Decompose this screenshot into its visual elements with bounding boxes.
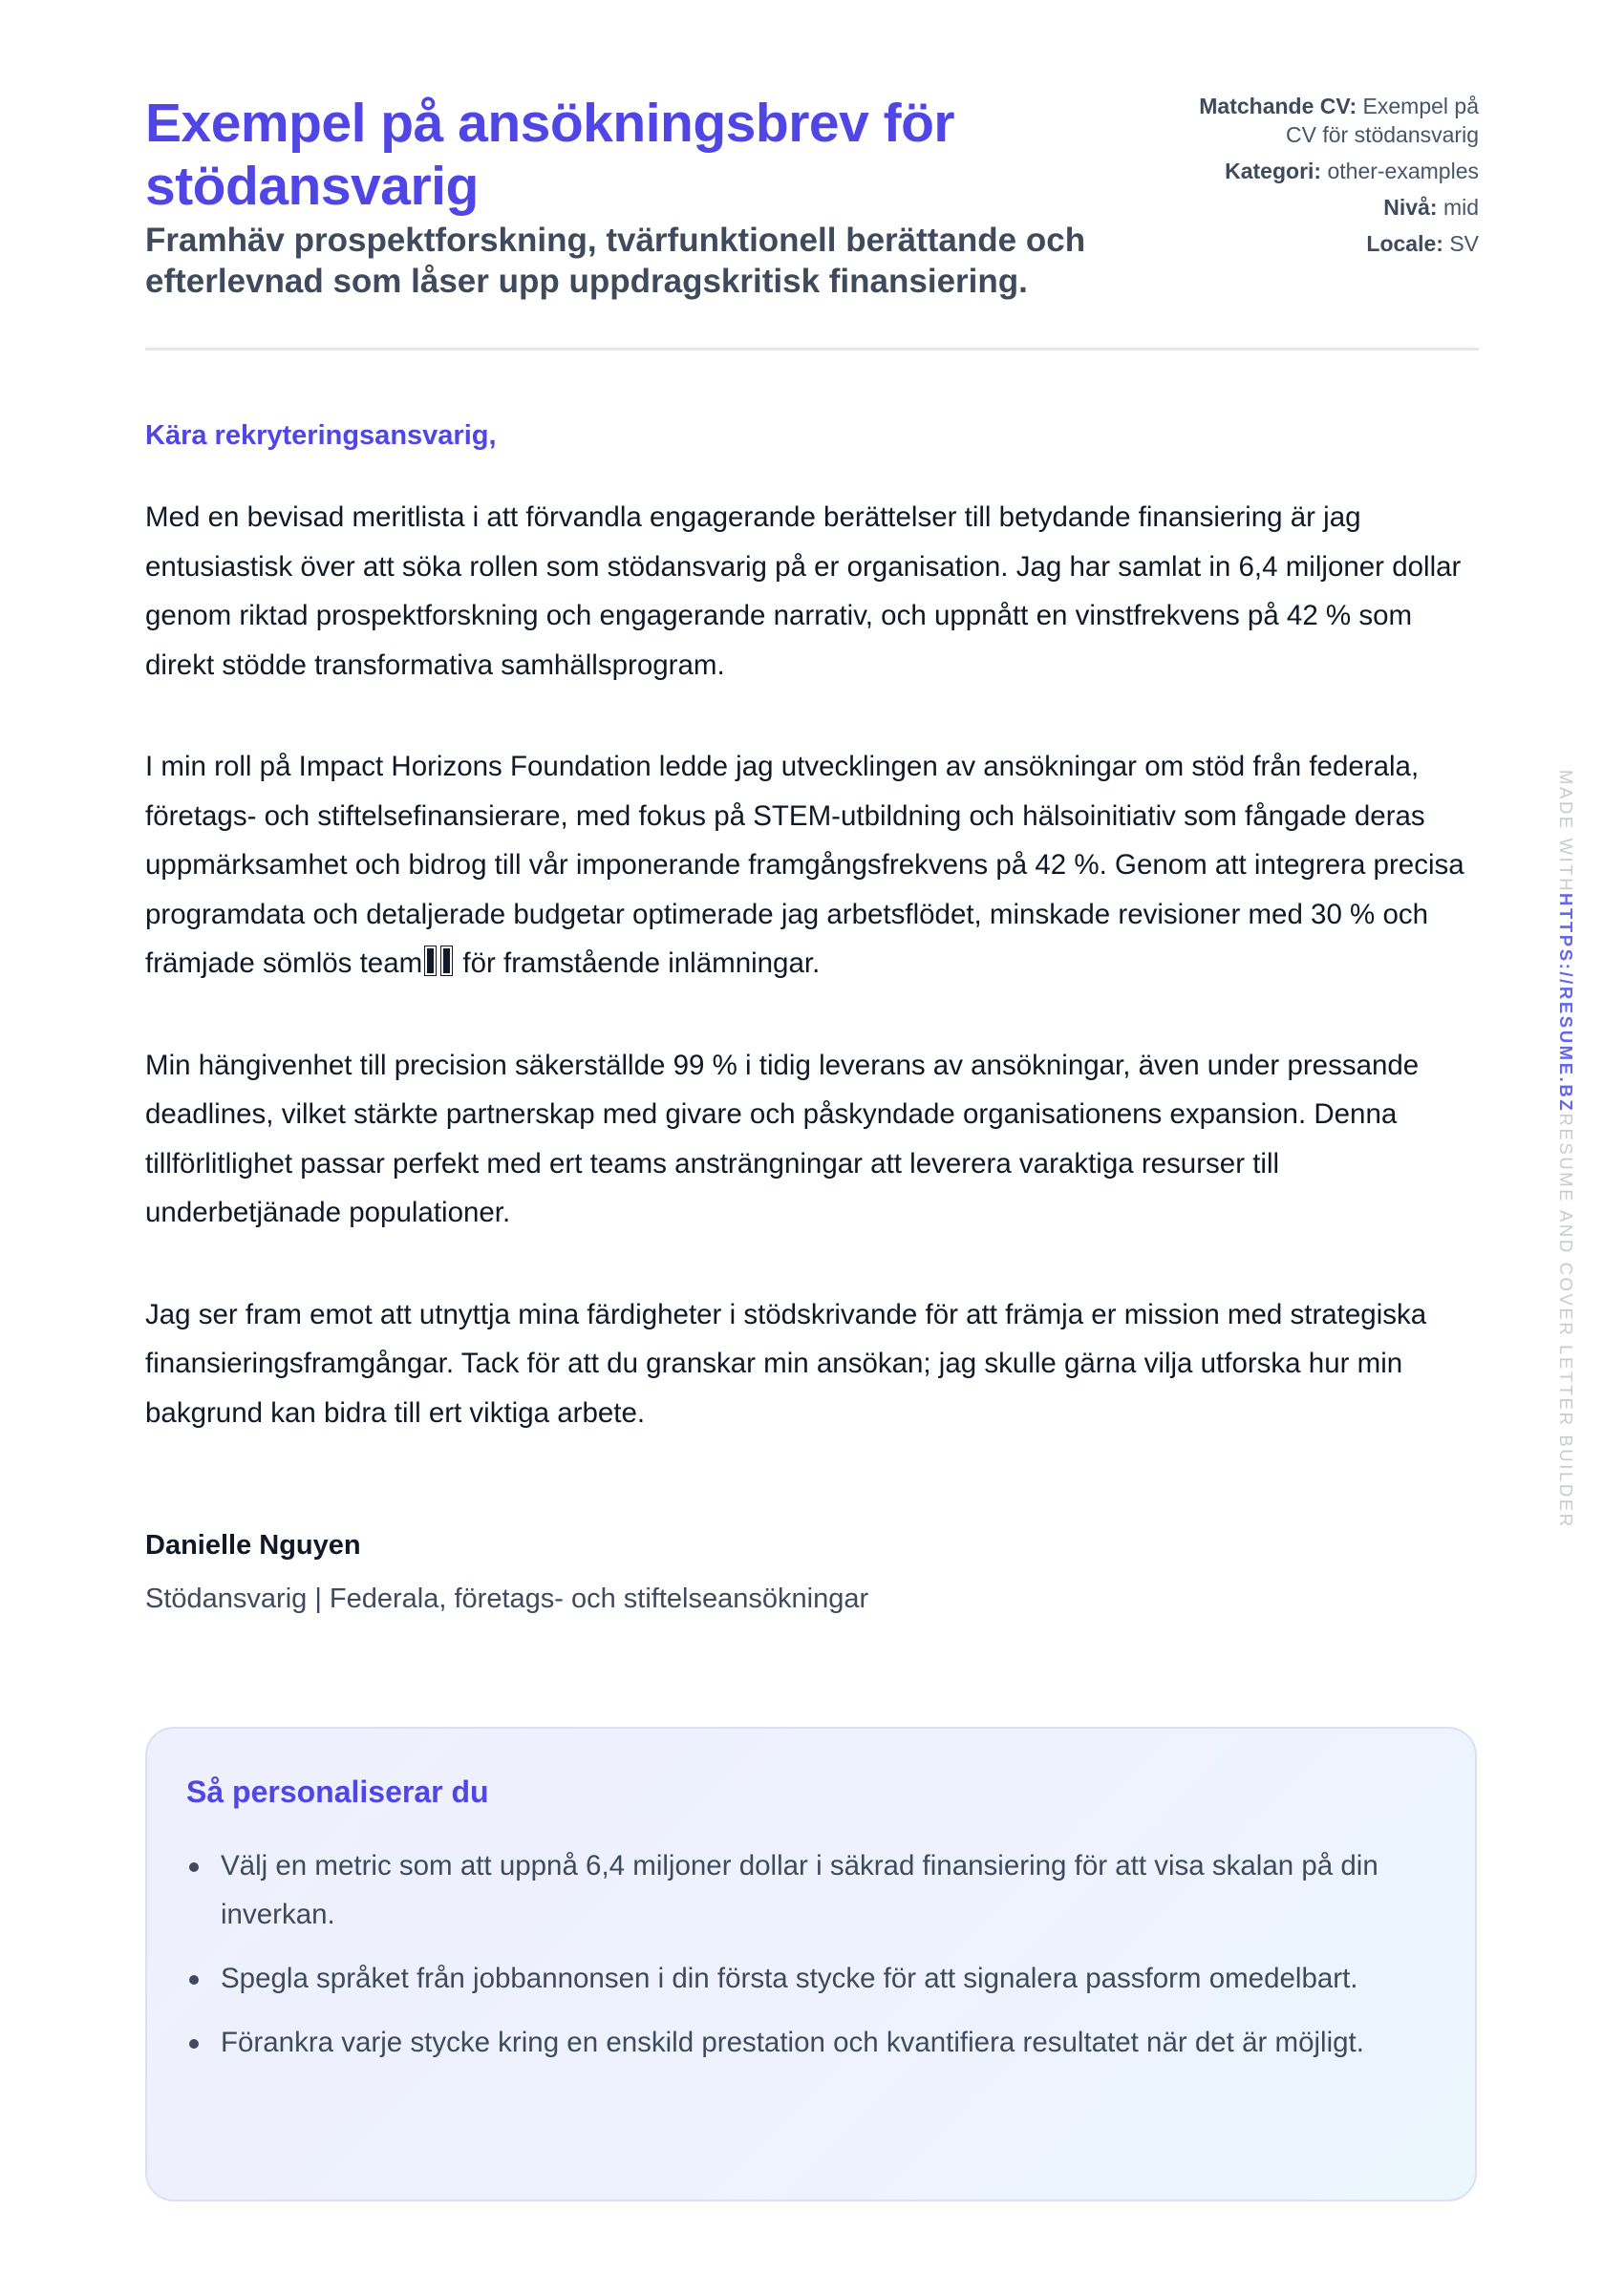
meta-level (1173, 193, 1479, 222)
tips-list (186, 1841, 1428, 2082)
personalization-tips-box (145, 1727, 1477, 2201)
meta-matching-cv (1173, 92, 1479, 149)
letter-paragraph-3: Min hängivenhet till precision säkerställde 99 % i tidig leverans av ansökningar, även under pressande deadlines, vilket stärkte partnerskap med givare och påskyndade organisationens expansion. Denna tillförlitlighet passar perfekt med ert teams ansträngningar att leverera varaktiga resurser till underbetjänade populationer. (145, 1049, 1420, 1228)
watermark (1553, 770, 1578, 1545)
tip-item (186, 1954, 1428, 2003)
meta-value: Exempel på CV för stödansvarig (1286, 94, 1479, 147)
signature-title: Stödansvarig | Federala, företags- och stiftelseansökningar (145, 1584, 869, 1614)
tip-item (186, 2018, 1428, 2067)
meta-key: Nivå: (1383, 195, 1438, 220)
letter-paragraph-1: Med en bevisad meritlista i att förvandla engagerande berättelser till betydande finansiering är jag entusiastisk över att söka rollen som stödansvarig på er organisation. Jag har samlat in 6,4 miljoner dollar genom riktad prospektforskning och engagerande narrativ, och uppnått en vinstfrekvens på 42 % som direkt stödde transformativa samhällsprogram. (145, 501, 1462, 681)
missing-glyph-icon (424, 946, 437, 976)
paragraph-text-tail: för framstående inlämningar. (455, 947, 821, 979)
meta-category (1173, 157, 1479, 185)
bullet-icon (189, 2039, 199, 2049)
page-header (145, 92, 1479, 350)
meta-value: SV (1449, 231, 1479, 256)
watermark-suffix: RESUME AND COVER LETTER BUILDER (1556, 1113, 1576, 1529)
tip-text: Spegla språket från jobbannonsen i din första stycke för att signalera passform omedelbart. (221, 1963, 1358, 1994)
signature-block (145, 1526, 868, 1618)
meta-key: Locale: (1366, 231, 1443, 256)
meta-key: Kategori: (1225, 159, 1322, 183)
meta-value: mid (1442, 195, 1479, 220)
meta-locale (1173, 229, 1479, 258)
letter-paragraph-2 (145, 742, 1483, 989)
header-divider (145, 348, 1479, 351)
letter-body (145, 493, 1483, 1490)
tip-text: Förankra varje stycke kring en enskild prestation och kvantifiera resultatet när det är möjligt. (221, 2027, 1364, 2058)
letter-greeting: Kära rekryteringsansvarig, (145, 420, 497, 451)
page-subtitle: Framhäv prospektforskning, tvärfunktionell berättande och efterlevnad som låser upp uppdragskritisk finansiering. (145, 222, 1086, 300)
tips-heading: Så personaliserar du (186, 1775, 489, 1809)
page-title: Exempel på ansökningsbrev för stödansvarig (145, 93, 955, 217)
signature-name: Danielle Nguyen (145, 1530, 361, 1561)
tip-item (186, 1841, 1428, 1939)
watermark-prefix: MADE WITH (1556, 770, 1576, 894)
bullet-icon (189, 1862, 199, 1872)
watermark-link[interactable]: HTTPS://RESUME.BZ (1556, 893, 1576, 1114)
missing-glyph-icon (440, 946, 453, 976)
tip-text: Välj en metric som att uppnå 6,4 miljoner dollar i säkrad finansiering för att visa skalan på din inverkan. (221, 1850, 1378, 1930)
meta-info (1173, 92, 1479, 266)
paragraph-text: I min roll på Impact Horizons Foundation ledde jag utvecklingen av ansökningar om stöd från federala, företags- och stiftelsefinansierare, med fokus på STEM-utbildning och hälsoinitiativ som fångade deras uppmärksamhet och bidrog till vår imponerande framgångsfrekvens på 42 %. Genom att integrera precisa programdata och detaljerade budgetar optimerade jag arbetsflödet, minskade revisioner med 30 % och främjade sömlös team (145, 751, 1464, 979)
meta-key: Matchande CV: (1199, 94, 1357, 118)
letter-paragraph-4: Jag ser fram emot att utnyttja mina färdigheter i stödskrivande för att främja er mission med strategiska finansieringsframgångar. Tack för att du granskar min ansökan; jag skulle gärna vilja utforska hur min bakgrund kan bidra till ert viktiga arbete. (145, 1298, 1427, 1429)
bullet-icon (189, 1975, 199, 1985)
meta-value: other-examples (1327, 159, 1479, 183)
